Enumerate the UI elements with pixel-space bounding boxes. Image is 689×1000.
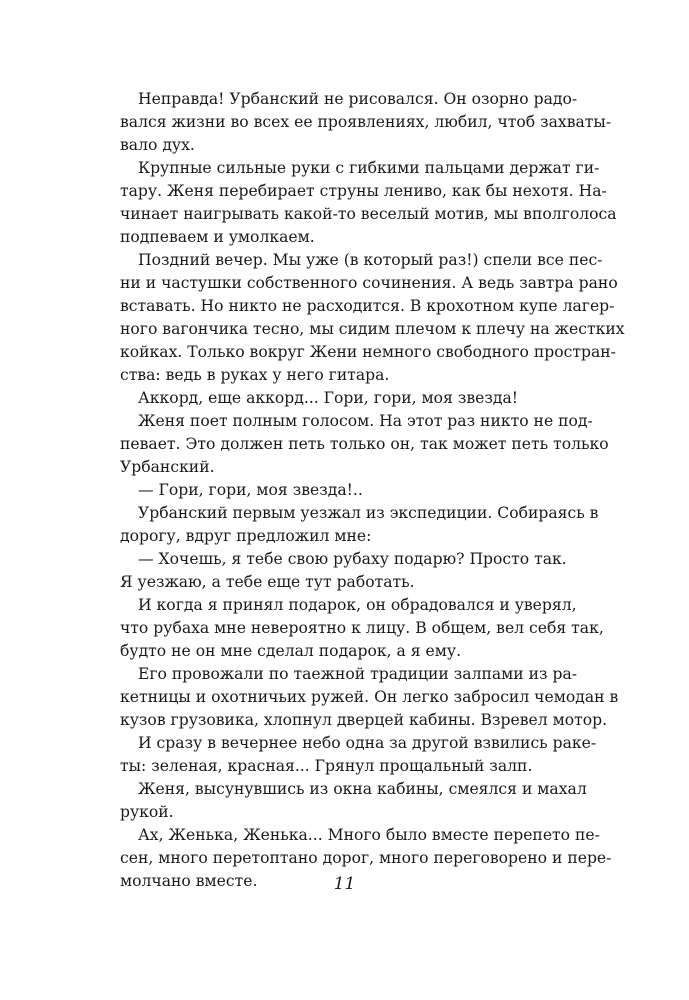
text-line: вало дух. <box>120 136 195 154</box>
text-line: чинает наигрывать какой-то веселый мотив, мы вполголоса <box>120 205 617 223</box>
text-line: рукой. <box>120 803 174 821</box>
text-line: ства: ведь в руках у него гитара. <box>120 366 390 384</box>
text-line: Аккорд, еще аккорд... Гори, гори, моя звезда! <box>138 389 519 407</box>
text-line: вставать. Но никто не расходится. В крохотном купе лагер- <box>120 297 615 315</box>
text-line: Женя, высунувшись из окна кабины, смеялся и махал <box>138 780 587 798</box>
text-line: сен, много перетоптано дорог, много переговорено и пере- <box>120 849 612 867</box>
text-line: будто не он мне сделал подарок, а я ему. <box>120 642 462 660</box>
text-line: что рубаха мне невероятно к лицу. В общем, вел себя так, <box>120 619 604 637</box>
page-number: 11 <box>333 874 356 894</box>
text-line: кетницы и охотничьих ружей. Он легко забросил чемодан в <box>120 688 619 706</box>
text-line: Урбанский первым уезжал из экспедиции. Собираясь в <box>138 504 599 522</box>
text-line: — Гори, гори, моя звезда!.. <box>138 481 363 499</box>
text-line: — Хочешь, я тебе свою рубаху подарю? Просто так. <box>138 550 567 568</box>
text-line: И когда я принял подарок, он обрадовался и уверял, <box>138 596 577 614</box>
text-line: ни и частушки собственного сочинения. А ведь завтра рано <box>120 274 618 292</box>
text-line: вался жизни во всех ее проявлениях, любил, чтоб захваты- <box>120 113 612 131</box>
text-line: подпеваем и умолкаем. <box>120 228 315 246</box>
text-line: Крупные сильные руки с гибкими пальцами держат ги- <box>138 159 600 177</box>
text-line: Поздний вечер. Мы уже (в который раз!) спели все пес- <box>138 251 603 269</box>
text-line: Женя поет полным голосом. На этот раз никто не под- <box>138 412 593 430</box>
text-line: кузов грузовика, хлопнул дверцей кабины. Взревел мотор. <box>120 711 608 729</box>
text-line: дорогу, вдруг предложил мне: <box>120 527 372 545</box>
text-line: Его провожали по таежной традиции залпами из ра- <box>138 665 578 683</box>
page-body <box>120 88 625 893</box>
text-line: койках. Только вокруг Жени немного свободного простран- <box>120 343 616 361</box>
text-line: И сразу в вечернее небо одна за другой взвились раке- <box>138 734 597 752</box>
text-line: молчано вместе. <box>120 872 258 890</box>
text-line: Неправда! Урбанский не рисовался. Он озорно радо- <box>138 90 578 108</box>
text-line: тару. Женя перебирает струны лениво, как бы нехотя. На- <box>120 182 607 200</box>
text-line: Урбанский. <box>120 458 215 476</box>
text-line: ты: зеленая, красная... Грянул прощальный залп. <box>120 757 533 775</box>
text-line: Я уезжаю, а тебе еще тут работать. <box>120 573 415 591</box>
text-line: ного вагончика тесно, мы сидим плечом к плечу на жестких <box>120 320 625 338</box>
text-line: певает. Это должен петь только он, так может петь только <box>120 435 609 453</box>
text-line: Ах, Женька, Женька... Много было вместе перепето пе- <box>138 826 600 844</box>
